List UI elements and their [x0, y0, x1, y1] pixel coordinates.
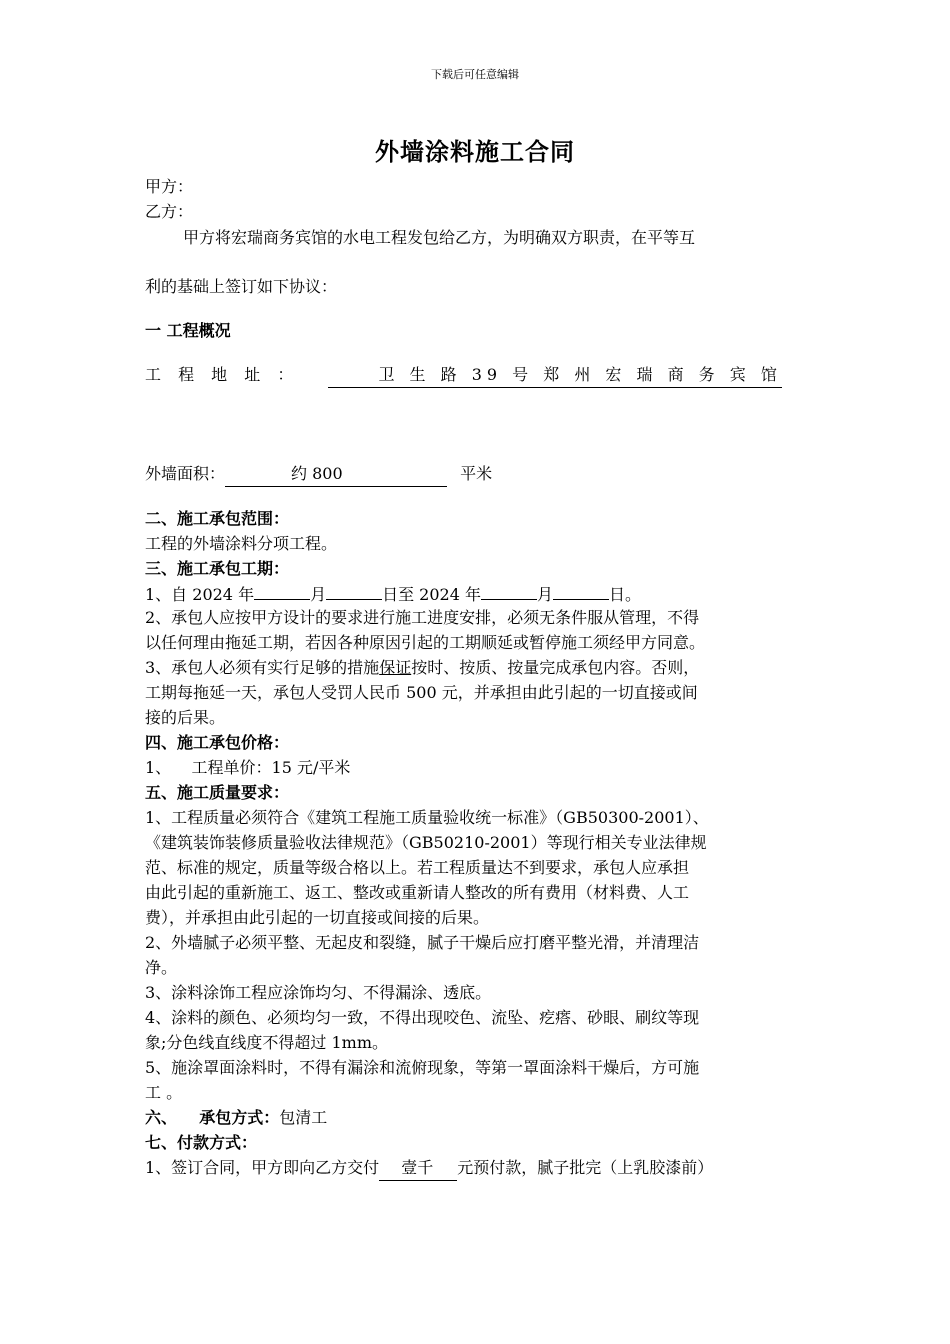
blank-start-month	[254, 581, 310, 600]
section-3-heading: 三、施工承包工期：	[145, 559, 290, 578]
schedule-item-3-line-3: 接的后果。	[145, 708, 226, 727]
quality-item-2-line-1: 2、外墙腻子必须平整、无起皮和裂缝，腻子干燥后应打磨平整光滑，并清理洁	[145, 933, 700, 952]
payment-text-b: 元预付款，腻子批完（上乳胶漆前）	[457, 1158, 714, 1177]
item-3-text-b: 按时、按质、按量完成承包内容。否则，	[411, 658, 700, 677]
header-note: 下载后可任意编辑	[431, 68, 519, 81]
address-row	[145, 363, 810, 388]
payment-text-a: 1、签订合同，甲方即向乙方交付	[145, 1158, 380, 1177]
date-from-year: 1、自 2024 年	[145, 585, 255, 604]
area-row	[145, 462, 810, 487]
quality-item-4-line-1: 4、涂料的颜色、必须均匀一致，不得出现咬色、流坠、疙瘩、砂眼、刷纹等现	[145, 1008, 700, 1027]
quality-item-3: 3、涂料涂饰工程应涂饰均匀、不得漏涂、透底。	[145, 983, 492, 1002]
quality-item-5-line-2: 工 。	[145, 1083, 183, 1102]
area-unit: 平米	[460, 464, 493, 483]
section-2-text: 工程的外墙涂料分项工程。	[145, 534, 338, 553]
item-3-text-a: 3、承包人必须有实行足够的措施	[145, 658, 380, 677]
party-b-line: 乙方：	[145, 202, 194, 221]
area-label: 外墙面积：	[145, 464, 226, 483]
month-label: 月	[310, 585, 327, 604]
schedule-dates	[145, 581, 810, 607]
address-value: 卫 生 路 39 号 郑 州 宏 瑞 商 务 宾 馆	[328, 363, 781, 388]
quality-item-1-line-2: 《建筑装饰装修质量验收法律规范》（GB50210-2001）等现行相关专业法律规	[145, 833, 707, 852]
schedule-item-2-line-2: 以任何理由拖延工期，若因各种原因引起的工期顺延或暂停施工须经甲方同意。	[145, 633, 706, 652]
intro-line-2: 利的基础上签订如下协议：	[145, 277, 338, 296]
schedule-item-3-line-2: 工期每拖延一天，承包人受罚人民币 500 元，并承担由此引起的一切直接或间	[145, 683, 698, 702]
address-label: 工 程 地 址 ：	[145, 365, 300, 384]
contract-mode-value: 包清工	[279, 1108, 328, 1127]
section-5-heading: 五、施工质量要求：	[145, 783, 290, 802]
price-item-1: 1、 工程单价：15 元/平米	[145, 758, 351, 777]
month-label-2: 月	[537, 585, 554, 604]
schedule-item-2-line-1: 2、承包人应按甲方设计的要求进行施工进度安排，必须无条件服从管理，不得	[145, 608, 700, 627]
section-2-heading: 二、施工承包范围：	[145, 509, 290, 528]
quality-item-4-line-2: 象;分色线直线度不得超过 1mm。	[145, 1033, 389, 1052]
page-title: 外墙涂料施工合同	[375, 137, 575, 166]
blank-end-month	[481, 581, 537, 600]
quality-item-1-line-3: 范、标准的规定，质量等级合格以上。若工程质量达不到要求，承包人应承担	[145, 858, 690, 877]
quality-item-1-line-4: 由此引起的重新施工、返工、整改或重新请人整改的所有费用（材料费、人工	[145, 883, 690, 902]
section-4-heading: 四、施工承包价格：	[145, 733, 290, 752]
date-to-year: 日至 2024 年	[382, 585, 481, 604]
section-6-heading: 六、 承包方式：	[145, 1108, 280, 1127]
section-1-heading: 一 工程概况	[145, 321, 231, 340]
quality-item-1-line-5: 费），并承担由此引起的一切直接或间接的后果。	[145, 908, 490, 927]
section-6-row	[145, 1106, 810, 1130]
item-3-underlined: 保证	[379, 658, 412, 677]
schedule-item-3-line-1	[145, 656, 810, 680]
quality-item-2-line-2: 净。	[145, 958, 178, 977]
payment-item-1	[145, 1156, 810, 1181]
prepayment-amount: 壹千	[379, 1156, 457, 1181]
area-value: 约 800	[225, 462, 447, 487]
blank-end-day	[553, 581, 609, 600]
quality-item-5-line-1: 5、施涂罩面涂料时，不得有漏涂和流俯现象，等第一罩面涂料干燥后，方可施	[145, 1058, 700, 1077]
section-7-heading: 七、付款方式：	[145, 1133, 258, 1152]
party-a-line: 甲方：	[145, 177, 194, 196]
blank-start-day	[326, 581, 382, 600]
quality-item-1-line-1: 1、工程质量必须符合《建筑工程施工质量验收统一标准》（GB50300-2001）、	[145, 808, 709, 827]
day-label: 日。	[609, 585, 642, 604]
intro-line-1: 甲方将宏瑞商务宾馆的水电工程发包给乙方，为明确双方职责，在平等互	[183, 228, 696, 247]
